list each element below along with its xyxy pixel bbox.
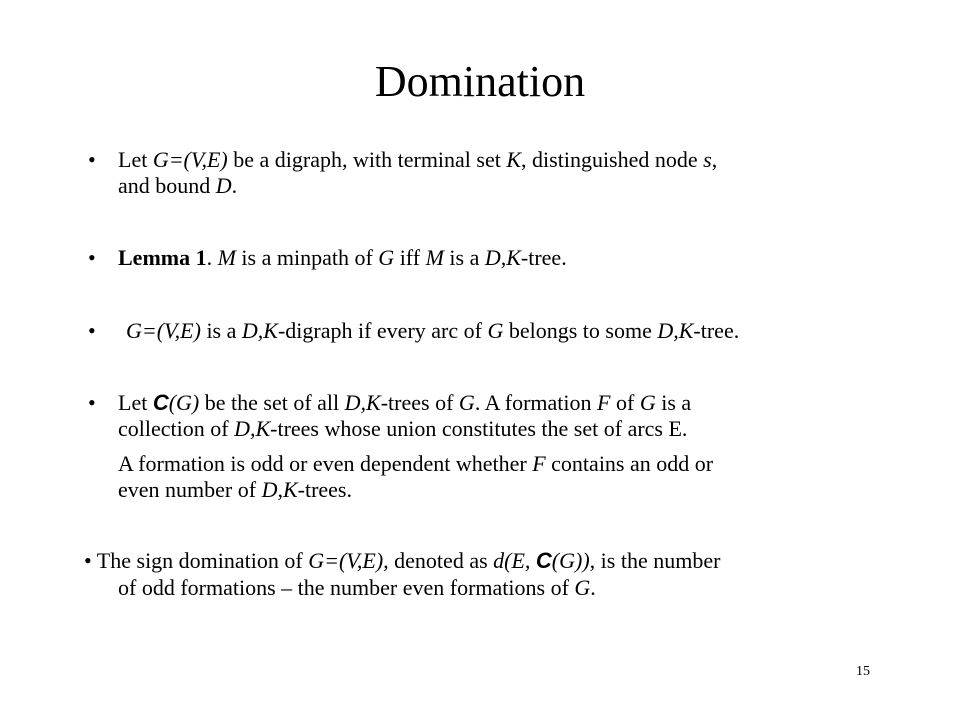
page-number: 15 — [856, 664, 870, 679]
math-text: D,K — [261, 477, 298, 502]
text-run: . — [231, 173, 238, 198]
bullet-4-line-2 — [118, 416, 687, 442]
text-run: belongs to some — [503, 318, 658, 343]
text-run: is a — [655, 390, 692, 415]
text-run: . — [206, 245, 218, 270]
text-run: of odd formations – the number even formations of — [118, 575, 575, 600]
text-run: contains an odd or — [545, 451, 714, 476]
lemma-label: Lemma 1 — [118, 245, 207, 270]
text-run: A formation is odd or even dependent whether — [118, 451, 533, 476]
text-run: of — [610, 390, 640, 415]
math-text: M — [217, 245, 236, 270]
bullet-marker: • — [88, 318, 96, 343]
text-run: -trees. — [297, 477, 352, 502]
math-text: G — [487, 318, 504, 343]
script-c-symbol: C — [535, 548, 552, 573]
math-text: K — [506, 147, 522, 172]
math-text: F — [532, 451, 546, 476]
text-run: -tree. — [693, 318, 740, 343]
math-text: (G) — [168, 390, 200, 415]
text-run: -tree. — [520, 245, 567, 270]
math-text: G — [639, 390, 656, 415]
text-run: • The sign domination of — [84, 548, 309, 573]
math-text: G=(V,E) — [126, 318, 201, 343]
text-run: even number of — [118, 477, 262, 502]
math-text: G — [574, 575, 591, 600]
bullet-1-line-1 — [118, 147, 717, 173]
slide-title: Domination — [374, 57, 586, 106]
text-run: collection of — [118, 416, 235, 441]
text-run: is a — [443, 245, 485, 270]
math-text: D,K — [484, 245, 521, 270]
bullet-2-line-1 — [118, 245, 567, 271]
math-text: s — [703, 147, 712, 172]
text-run: . — [590, 575, 596, 600]
text-run: -digraph if every arc of — [277, 318, 488, 343]
math-text: G — [458, 390, 475, 415]
text-run: , distinguished node — [521, 147, 704, 172]
bullet-marker: • — [88, 147, 96, 172]
text-run: iff — [394, 245, 426, 270]
text-run: Let — [118, 390, 153, 415]
text-run: -trees of — [380, 390, 459, 415]
math-text: d(E, — [493, 548, 536, 573]
math-text: D — [215, 173, 232, 198]
bullet-3-line-1 — [126, 318, 739, 344]
script-c-symbol: C — [152, 390, 169, 415]
text-run: -trees whose union constitutes the set of arcs E. — [270, 416, 688, 441]
math-text: G=(V,E), — [308, 548, 389, 573]
text-run: is a minpath of — [235, 245, 379, 270]
text-run: be the set of all — [199, 390, 345, 415]
bullet-marker: • — [88, 390, 96, 415]
bullet-5-line-1 — [84, 548, 720, 574]
math-text: D,K — [344, 390, 381, 415]
text-run: denoted as — [388, 548, 494, 573]
math-text: (G)), — [551, 548, 596, 573]
text-run: Let — [118, 147, 153, 172]
bullet-1-line-2 — [118, 173, 237, 199]
bullet-5-line-2 — [118, 575, 596, 601]
bullet-4-line-4 — [118, 477, 352, 503]
math-text: G=(V,E) — [152, 147, 228, 172]
bullet-4-line-1 — [118, 390, 691, 416]
math-text: D,K — [241, 318, 278, 343]
text-run: , — [711, 147, 718, 172]
bullet-4-line-3 — [118, 451, 713, 477]
text-run: be a digraph, with terminal set — [227, 147, 507, 172]
math-text: M — [425, 245, 444, 270]
text-run: is the number — [595, 548, 721, 573]
bullet-marker: • — [88, 245, 96, 270]
math-text: F — [597, 390, 611, 415]
text-run: is a — [200, 318, 242, 343]
text-run: and bound — [118, 173, 216, 198]
math-text: G — [378, 245, 395, 270]
math-text: D,K — [234, 416, 271, 441]
text-run: . A formation — [474, 390, 598, 415]
math-text: D,K — [657, 318, 694, 343]
